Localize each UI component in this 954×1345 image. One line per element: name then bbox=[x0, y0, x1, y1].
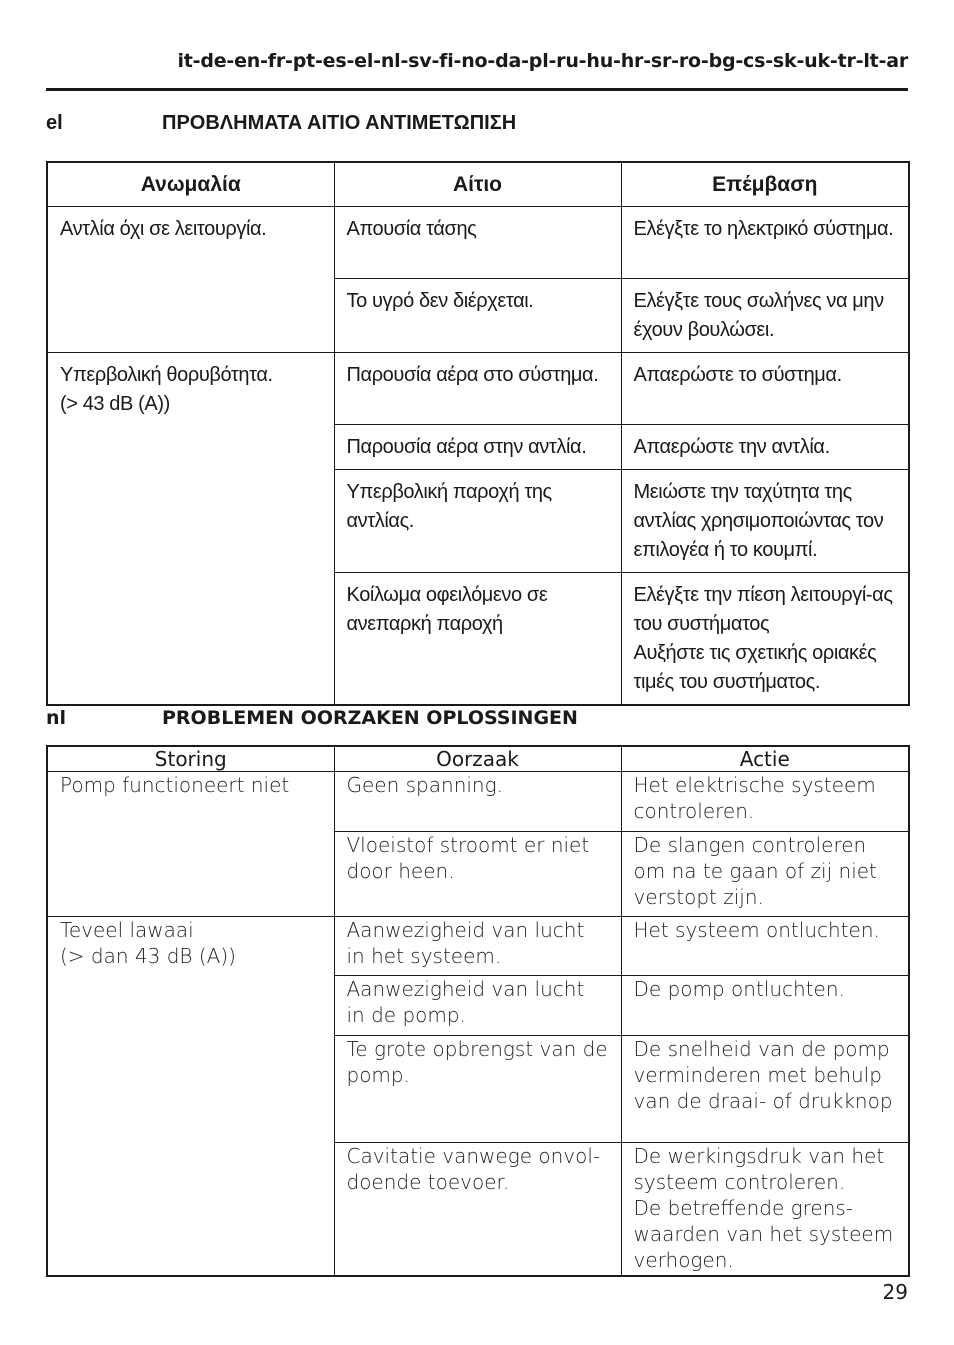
cause-cell: Te grote opbrengst van de pomp. bbox=[334, 1036, 621, 1143]
action-cell: Μειώστε την ταχύτητα της αντλίας χρησιμοποιώντας τον επιλογέα ή το κουμπί. bbox=[621, 470, 909, 573]
cause-cell: Παρουσία αέρα στην αντλία. bbox=[334, 425, 621, 470]
action-cell: Het systeem ontluchten. bbox=[621, 917, 909, 976]
cause-cell: Cavitatie vanwege onvol-doende toevoer. bbox=[334, 1143, 621, 1277]
el-language-code: el bbox=[46, 112, 63, 134]
nl-troubleshooting-table bbox=[46, 745, 910, 1277]
column-header-problem: Ανωμαλία bbox=[47, 162, 334, 207]
column-header-cause: Αίτιο bbox=[334, 162, 621, 207]
nl-section-title: PROBLEMEN OORZAKEN OPLOSSINGEN bbox=[162, 707, 578, 729]
action-cell: Ελέγξτε τους σωλήνες να μην έχουν βουλώσει. bbox=[621, 279, 909, 353]
action-cell: Απαερώστε την αντλία. bbox=[621, 425, 909, 470]
cause-cell: Aanwezigheid van lucht in de pomp. bbox=[334, 976, 621, 1036]
cause-cell: Υπερβολική παροχή της αντλίας. bbox=[334, 470, 621, 573]
header-divider bbox=[46, 88, 908, 91]
action-cell: De snelheid van de pomp verminderen met behulp van de draai- of drukknop bbox=[621, 1036, 909, 1143]
el-section-heading bbox=[46, 112, 908, 135]
table-row bbox=[47, 917, 909, 976]
action-cell: De slangen controleren om na te gaan of zij niet verstopt zijn. bbox=[621, 832, 909, 917]
language-codes-header: it-de-en-fr-pt-es-el-nl-sv-fi-no-da-pl-ru-hu-hr-sr-ro-bg-cs-sk-uk-tr-lt-ar bbox=[177, 50, 908, 72]
cause-cell: Geen spanning. bbox=[334, 772, 621, 832]
nl-section-heading bbox=[46, 707, 908, 729]
el-troubleshooting-table bbox=[46, 161, 910, 706]
page-number: 29 bbox=[882, 1280, 908, 1304]
cause-cell: Το υγρό δεν διέρχεται. bbox=[334, 279, 621, 353]
action-cell: Απαερώστε το σύστημα. bbox=[621, 353, 909, 425]
action-cell: De pomp ontluchten. bbox=[621, 976, 909, 1036]
nl-language-code: nl bbox=[46, 707, 67, 729]
action-cell: De werkingsdruk van het systeem controleren. De betreffende grens-waarden van het systeem verhogen. bbox=[621, 1143, 909, 1277]
table-row bbox=[47, 207, 909, 279]
action-cell: Ελέγξτε την πίεση λειτουργί-ας του συστήματος Αυξήστε τις σχετικής οριακές τιμές του συστήματος. bbox=[621, 573, 909, 706]
el-section-title: ΠΡΟΒΛΗΜΑΤΑ ΑΙΤΙΟ ΑΝΤΙΜΕΤΩΠΙΣΗ bbox=[162, 112, 517, 134]
problem-cell: Pomp functioneert niet bbox=[47, 772, 334, 917]
column-header-action: Actie bbox=[621, 746, 909, 772]
cause-cell: Κοίλωμα οφειλόμενο σε ανεπαρκή παροχή bbox=[334, 573, 621, 706]
column-header-cause: Oorzaak bbox=[334, 746, 621, 772]
action-cell: Het elektrische systeem controleren. bbox=[621, 772, 909, 832]
cause-cell: Aanwezigheid van lucht in het systeem. bbox=[334, 917, 621, 976]
column-header-problem: Storing bbox=[47, 746, 334, 772]
column-header-action: Επέμβαση bbox=[621, 162, 909, 207]
table-header-row bbox=[47, 162, 909, 207]
cause-cell: Απουσία τάσης bbox=[334, 207, 621, 279]
table-header-row bbox=[47, 746, 909, 772]
cause-cell: Παρουσία αέρα στο σύστημα. bbox=[334, 353, 621, 425]
cause-cell: Vloeistof stroomt er niet door heen. bbox=[334, 832, 621, 917]
problem-cell: Υπερβολική θορυβότητα. (> 43 dB (A)) bbox=[47, 353, 334, 706]
problem-cell: Teveel lawaai (> dan 43 dB (A)) bbox=[47, 917, 334, 1277]
table-row bbox=[47, 353, 909, 425]
action-cell: Ελέγξτε το ηλεκτρικό σύστημα. bbox=[621, 207, 909, 279]
problem-cell: Αντλία όχι σε λειτουργία. bbox=[47, 207, 334, 353]
table-row bbox=[47, 772, 909, 832]
